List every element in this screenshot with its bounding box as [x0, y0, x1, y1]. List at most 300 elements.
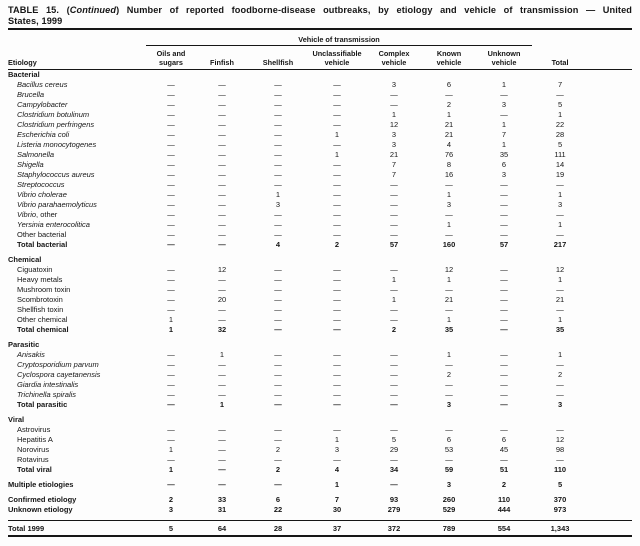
- value-cell: [248, 340, 308, 350]
- row-total-bacterial: [8, 240, 632, 250]
- value-cell: —: [333, 295, 341, 305]
- row-ciguatoxin: [8, 265, 632, 275]
- spacer-cell: [588, 305, 632, 315]
- value-cell: [146, 255, 196, 265]
- value-cell: 1: [168, 465, 174, 475]
- row-other-chemical: [8, 315, 632, 325]
- value-cell: 22: [555, 120, 565, 130]
- value-cell: —: [167, 480, 175, 490]
- value-cell: 14: [555, 160, 565, 170]
- value-cell: 29: [389, 445, 399, 455]
- value-cell: [366, 70, 422, 81]
- value-cell: [422, 340, 476, 350]
- value-cell: —: [218, 210, 226, 220]
- value-cell: 64: [196, 521, 248, 535]
- spacer-cell: [588, 445, 632, 455]
- value-cell: —: [500, 390, 508, 400]
- value-cell: —: [390, 390, 398, 400]
- value-cell: [248, 255, 308, 265]
- value-cell: —: [445, 210, 453, 220]
- value-cell: —: [167, 140, 175, 150]
- etiology-label: Ciguatoxin: [17, 265, 53, 275]
- value-cell: —: [333, 265, 341, 275]
- etiology-label: Rotavirus: [17, 455, 49, 465]
- value-cell: —: [500, 275, 508, 285]
- value-cell: —: [390, 210, 398, 220]
- value-cell: —: [274, 380, 282, 390]
- value-cell: [422, 415, 476, 425]
- value-cell: —: [167, 380, 175, 390]
- value-cell: 4: [446, 140, 452, 150]
- etiology-label: Norovirus: [17, 445, 50, 455]
- etiology-label: Listeria monocytogenes: [17, 140, 97, 150]
- row-escherichia-coli: [8, 130, 632, 140]
- value-cell: 3: [501, 170, 507, 180]
- value-cell: —: [333, 425, 341, 435]
- value-cell: —: [274, 130, 282, 140]
- etiology-label: Shigella: [17, 160, 44, 170]
- value-cell: —: [274, 120, 282, 130]
- etiology-label: Total viral: [17, 465, 52, 475]
- value-cell: —: [167, 180, 175, 190]
- row-norovirus: [8, 445, 632, 455]
- value-cell: —: [167, 200, 175, 210]
- value-cell: —: [333, 275, 341, 285]
- value-cell: 21: [555, 295, 565, 305]
- value-cell: —: [218, 110, 226, 120]
- value-cell: 5: [557, 140, 563, 150]
- value-cell: —: [274, 370, 282, 380]
- spacer-cell: [588, 325, 632, 335]
- value-cell: —: [167, 130, 175, 140]
- spacer-cell: [588, 120, 632, 130]
- value-cell: 28: [248, 521, 308, 535]
- etiology-label: Total bacterial: [17, 240, 68, 250]
- value-cell: —: [556, 90, 564, 100]
- value-cell: 3: [391, 140, 397, 150]
- row-total-parasitic: [8, 400, 632, 410]
- value-cell: 5: [391, 435, 397, 445]
- spacer-cell: [588, 455, 632, 465]
- value-cell: 5: [557, 480, 563, 490]
- value-cell: —: [390, 100, 398, 110]
- title-divider: [8, 28, 632, 30]
- value-cell: 1: [219, 400, 225, 410]
- value-cell: —: [218, 120, 226, 130]
- value-cell: —: [445, 230, 453, 240]
- spacer-cell: [588, 390, 632, 400]
- value-cell: —: [218, 150, 226, 160]
- value-cell: —: [218, 360, 226, 370]
- value-cell: —: [274, 110, 282, 120]
- value-cell: —: [333, 390, 341, 400]
- value-cell: 554: [476, 521, 532, 535]
- row-viral: [8, 415, 632, 425]
- row-unknown-etiology: [8, 505, 632, 515]
- value-cell: —: [218, 80, 226, 90]
- column-header-row: [8, 46, 632, 70]
- value-cell: 3: [501, 100, 507, 110]
- value-cell: —: [333, 110, 341, 120]
- value-cell: 98: [555, 445, 565, 455]
- spacer-cell: [588, 495, 632, 505]
- column-header-finfish: Finfish: [196, 46, 248, 70]
- value-cell: 31: [217, 505, 227, 515]
- value-cell: —: [445, 380, 453, 390]
- value-cell: 1: [557, 315, 563, 325]
- value-cell: —: [445, 390, 453, 400]
- value-cell: 12: [555, 265, 565, 275]
- value-cell: 7: [334, 495, 340, 505]
- spacer-cell: [588, 150, 632, 160]
- value-cell: —: [274, 265, 282, 275]
- value-cell: —: [218, 455, 226, 465]
- value-cell: —: [274, 425, 282, 435]
- etiology-label: Unknown etiology: [8, 505, 73, 515]
- value-cell: —: [500, 220, 508, 230]
- value-cell: [476, 340, 532, 350]
- value-cell: —: [500, 380, 508, 390]
- value-cell: 57: [389, 240, 399, 250]
- spacer-cell: [588, 465, 632, 475]
- value-cell: 370: [553, 495, 567, 505]
- value-cell: —: [333, 190, 341, 200]
- spacer-cell: [588, 360, 632, 370]
- value-cell: 6: [501, 160, 507, 170]
- value-cell: —: [167, 285, 175, 295]
- value-cell: —: [167, 210, 175, 220]
- value-cell: —: [274, 435, 282, 445]
- etiology-label: Streptococcus: [17, 180, 65, 190]
- value-cell: —: [167, 190, 175, 200]
- etiology-label: Total 1999: [8, 521, 146, 535]
- value-cell: —: [500, 180, 508, 190]
- value-cell: 21: [444, 130, 454, 140]
- etiology-label: Other bacterial: [17, 230, 67, 240]
- value-cell: 35: [555, 325, 565, 335]
- row-vibrio-other: [8, 210, 632, 220]
- value-cell: —: [390, 315, 398, 325]
- value-cell: [308, 70, 366, 81]
- value-cell: —: [218, 90, 226, 100]
- etiology-label: Campylobacter: [17, 100, 68, 110]
- value-cell: —: [390, 220, 398, 230]
- value-cell: 57: [499, 240, 509, 250]
- value-cell: —: [445, 360, 453, 370]
- etiology-label: Vibrio, other: [17, 210, 58, 220]
- empty-cell: [8, 31, 146, 46]
- value-cell: 45: [499, 445, 509, 455]
- column-header-unclassifiable-vehicle: Unclassifiable vehicle: [308, 46, 366, 70]
- etiology-label: Salmonella: [17, 150, 55, 160]
- value-cell: —: [390, 380, 398, 390]
- value-cell: [422, 255, 476, 265]
- value-cell: 1: [557, 190, 563, 200]
- value-cell: 1: [334, 130, 340, 140]
- row-campylobacter: [8, 100, 632, 110]
- spacer-cell: [588, 110, 632, 120]
- value-cell: 4: [334, 465, 340, 475]
- value-cell: —: [333, 170, 341, 180]
- value-cell: —: [167, 305, 175, 315]
- row-trichinella-spiralis: [8, 390, 632, 400]
- value-cell: 1: [334, 480, 340, 490]
- row-hepatitis-a: [8, 435, 632, 445]
- value-cell: 8: [446, 160, 452, 170]
- value-cell: 5: [557, 100, 563, 110]
- row-mushroom-toxin: [8, 285, 632, 295]
- value-cell: —: [218, 370, 226, 380]
- value-cell: —: [167, 230, 175, 240]
- value-cell: 19: [555, 170, 565, 180]
- value-cell: 372: [366, 521, 422, 535]
- value-cell: 1: [446, 220, 452, 230]
- value-cell: —: [218, 315, 226, 325]
- etiology-label: Total parasitic: [17, 400, 68, 410]
- continued-label: Continued: [69, 5, 117, 15]
- spacer-cell: [588, 415, 632, 425]
- row-clostridium-perfringens: [8, 120, 632, 130]
- value-cell: —: [500, 315, 508, 325]
- value-cell: —: [333, 220, 341, 230]
- value-cell: —: [218, 140, 226, 150]
- spacer-cell: [588, 130, 632, 140]
- value-cell: [476, 415, 532, 425]
- value-cell: —: [218, 275, 226, 285]
- value-cell: 20: [217, 295, 227, 305]
- etiology-label: Bacterial: [8, 70, 40, 80]
- spacer-cell: [588, 425, 632, 435]
- value-cell: 260: [442, 495, 456, 505]
- value-cell: —: [333, 90, 341, 100]
- value-cell: 1: [391, 275, 397, 285]
- empty-cell: [588, 31, 632, 46]
- value-cell: 59: [444, 465, 454, 475]
- value-cell: —: [556, 425, 564, 435]
- value-cell: —: [500, 370, 508, 380]
- value-cell: 2: [501, 480, 507, 490]
- vehicle-span-row: [8, 31, 632, 46]
- row-listeria-monocytogenes: [8, 140, 632, 150]
- value-cell: 2: [557, 370, 563, 380]
- value-cell: 2: [275, 445, 281, 455]
- value-cell: 1: [391, 110, 397, 120]
- value-cell: —: [167, 150, 175, 160]
- value-cell: —: [218, 190, 226, 200]
- value-cell: [476, 70, 532, 81]
- row-salmonella: [8, 150, 632, 160]
- etiology-label: Mushroom toxin: [17, 285, 71, 295]
- value-cell: —: [500, 295, 508, 305]
- value-cell: —: [390, 90, 398, 100]
- value-cell: —: [274, 90, 282, 100]
- etiology-label: Astrovirus: [17, 425, 51, 435]
- value-cell: [532, 70, 588, 81]
- value-cell: 1: [501, 140, 507, 150]
- etiology-label: Total chemical: [17, 325, 69, 335]
- value-cell: —: [274, 455, 282, 465]
- spacer-cell: [588, 190, 632, 200]
- value-cell: 3: [391, 130, 397, 140]
- value-cell: —: [500, 350, 508, 360]
- value-cell: 1: [446, 190, 452, 200]
- table-title-line1: [8, 5, 632, 16]
- value-cell: —: [218, 130, 226, 140]
- value-cell: 1: [334, 435, 340, 445]
- value-cell: —: [167, 435, 175, 445]
- value-cell: —: [556, 305, 564, 315]
- value-cell: —: [167, 400, 175, 410]
- value-cell: —: [333, 80, 341, 90]
- value-cell: —: [333, 210, 341, 220]
- value-cell: —: [274, 140, 282, 150]
- spacer-cell: [588, 265, 632, 275]
- value-cell: 3: [557, 400, 563, 410]
- column-header-shellfish: Shellfish: [248, 46, 308, 70]
- value-cell: —: [274, 480, 282, 490]
- value-cell: 76: [444, 150, 454, 160]
- value-cell: 2: [334, 240, 340, 250]
- value-cell: —: [500, 305, 508, 315]
- value-cell: —: [167, 80, 175, 90]
- value-cell: 1: [391, 295, 397, 305]
- value-cell: 21: [444, 120, 454, 130]
- value-cell: 12: [444, 265, 454, 275]
- value-cell: —: [390, 265, 398, 275]
- column-header-known-vehicle: Known vehicle: [422, 46, 476, 70]
- spacer-cell: [588, 370, 632, 380]
- spacer-cell: [588, 340, 632, 350]
- value-cell: —: [167, 425, 175, 435]
- value-cell: —: [167, 100, 175, 110]
- value-cell: —: [218, 305, 226, 315]
- value-cell: [196, 415, 248, 425]
- value-cell: —: [274, 325, 282, 335]
- table-number: TABLE 15. (: [8, 5, 70, 15]
- etiology-label: Vibrio parahaemolyticus: [17, 200, 97, 210]
- value-cell: —: [167, 360, 175, 370]
- value-cell: 217: [553, 240, 567, 250]
- value-cell: —: [274, 150, 282, 160]
- row-total-viral: [8, 465, 632, 475]
- value-cell: 37: [308, 521, 366, 535]
- spacer-cell: [588, 521, 632, 535]
- spacer-cell: [588, 350, 632, 360]
- value-cell: —: [274, 350, 282, 360]
- value-cell: [422, 70, 476, 81]
- spacer-cell: [588, 210, 632, 220]
- value-cell: —: [556, 230, 564, 240]
- value-cell: —: [390, 305, 398, 315]
- value-cell: 7: [557, 80, 563, 90]
- value-cell: —: [556, 380, 564, 390]
- spacer-cell: [588, 255, 632, 265]
- value-cell: —: [390, 200, 398, 210]
- value-cell: —: [218, 435, 226, 445]
- value-cell: —: [556, 180, 564, 190]
- value-cell: 4: [275, 240, 281, 250]
- value-cell: [366, 415, 422, 425]
- row-cryptosporidium-parvum: [8, 360, 632, 370]
- value-cell: 6: [446, 435, 452, 445]
- value-cell: [196, 255, 248, 265]
- row-bacillus-cereus: [8, 80, 632, 90]
- value-cell: —: [274, 295, 282, 305]
- value-cell: 22: [273, 505, 283, 515]
- value-cell: —: [500, 400, 508, 410]
- value-cell: —: [333, 230, 341, 240]
- value-cell: —: [333, 120, 341, 130]
- spacer-cell: [588, 200, 632, 210]
- spacer-cell: [588, 220, 632, 230]
- value-cell: —: [333, 160, 341, 170]
- spacer-cell: [588, 140, 632, 150]
- value-cell: —: [333, 315, 341, 325]
- value-cell: —: [218, 390, 226, 400]
- value-cell: 16: [444, 170, 454, 180]
- value-cell: [196, 70, 248, 81]
- value-cell: —: [167, 350, 175, 360]
- value-cell: 1: [219, 350, 225, 360]
- row-vibrio-parahaemolyticus: [8, 200, 632, 210]
- value-cell: —: [274, 170, 282, 180]
- value-cell: —: [333, 350, 341, 360]
- value-cell: —: [274, 390, 282, 400]
- value-cell: —: [218, 240, 226, 250]
- value-cell: 3: [557, 200, 563, 210]
- value-cell: 35: [499, 150, 509, 160]
- value-cell: 28: [555, 130, 565, 140]
- value-cell: —: [556, 390, 564, 400]
- value-cell: 1: [501, 120, 507, 130]
- value-cell: 1: [557, 350, 563, 360]
- value-cell: 6: [446, 80, 452, 90]
- value-cell: 5: [146, 521, 196, 535]
- value-cell: —: [445, 180, 453, 190]
- value-cell: [308, 415, 366, 425]
- spacer-cell: [588, 230, 632, 240]
- value-cell: 2: [275, 465, 281, 475]
- spacer-cell: [588, 170, 632, 180]
- bottom-divider: [8, 535, 632, 537]
- value-cell: —: [556, 455, 564, 465]
- value-cell: —: [274, 275, 282, 285]
- etiology-label: Shellfish toxin: [17, 305, 64, 315]
- spacer-cell: [588, 505, 632, 515]
- etiology-label: Multiple etiologies: [8, 480, 74, 490]
- spacer-cell: [588, 160, 632, 170]
- etiology-label: Anisakis: [17, 350, 45, 360]
- value-cell: —: [218, 170, 226, 180]
- value-cell: 110: [497, 495, 511, 505]
- value-cell: —: [500, 210, 508, 220]
- spacer-cell: [588, 480, 632, 490]
- value-cell: 1: [334, 150, 340, 160]
- value-cell: —: [333, 455, 341, 465]
- value-cell: —: [167, 455, 175, 465]
- value-cell: —: [218, 180, 226, 190]
- value-cell: 3: [446, 200, 452, 210]
- value-cell: —: [445, 90, 453, 100]
- value-cell: —: [390, 190, 398, 200]
- value-cell: [532, 255, 588, 265]
- etiology-label: Trichinella spiralis: [17, 390, 77, 400]
- value-cell: 279: [387, 505, 401, 515]
- value-cell: [196, 340, 248, 350]
- value-cell: —: [274, 315, 282, 325]
- etiology-label: Chemical: [8, 255, 42, 265]
- row-cyclospora-cayetanensis: [8, 370, 632, 380]
